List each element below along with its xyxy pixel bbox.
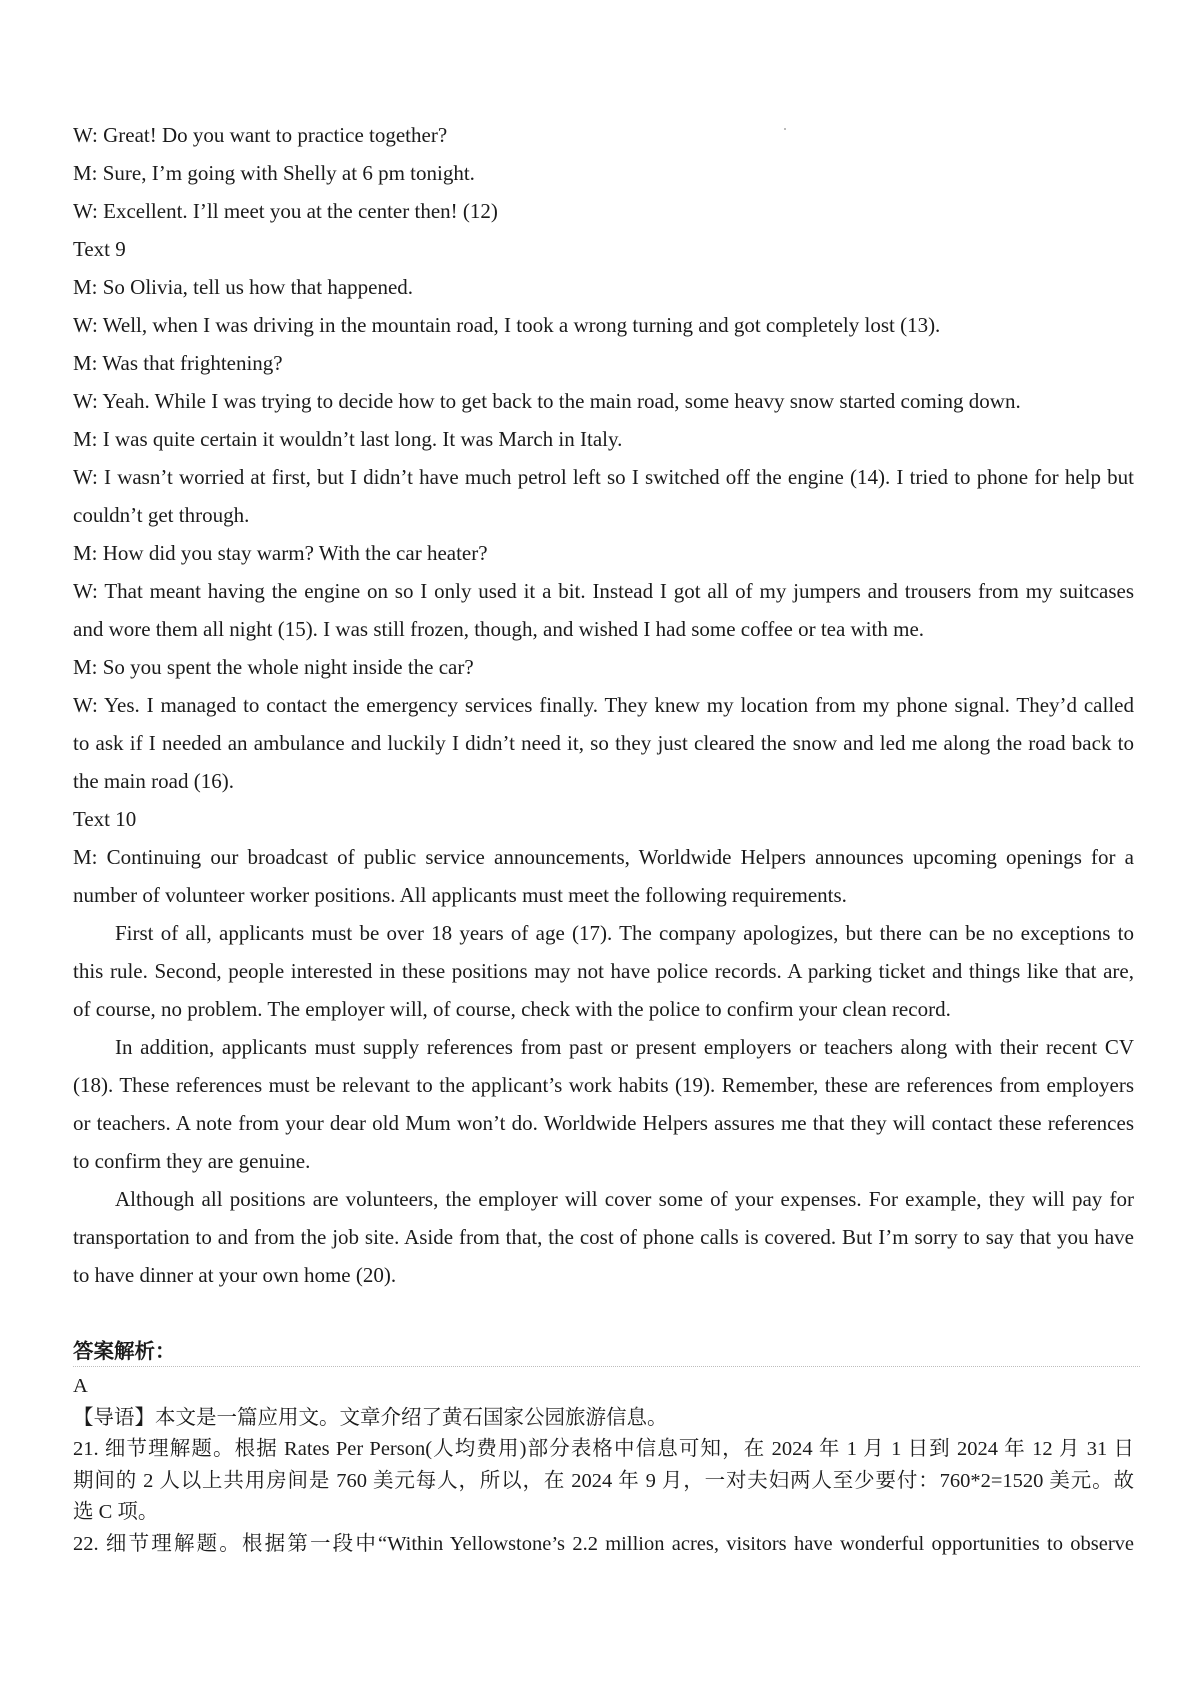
text-8-dialogue-end <box>73 116 1134 230</box>
explanation-line: 21. 细节理解题。根据 Rates Per Person(人均费用)部分表格中信息可知，在 2024 年 1 月 1 日到 2024 年 12 月 31 日 <box>73 1438 1134 1460</box>
paragraph-line: (18). These references must be relevant to the applicant’s work habits (19). Remember, these are references from employers <box>73 1073 1134 1097</box>
paragraph <box>73 914 1134 1028</box>
dialogue-turn <box>73 572 1134 648</box>
dialogue-line: the main road (16). <box>73 769 234 793</box>
dialogue-line: W: I wasn’t worried at first, but I didn’t have much petrol left so I switched off the engine (14). I tried to phone for help but <box>73 465 1134 489</box>
paragraph-line: M: Continuing our broadcast of public service announcements, Worldwide Helpers announces upcoming openings for a <box>73 845 1134 869</box>
dialogue-turn <box>73 382 1134 420</box>
dialogue-line: W: Excellent. I’ll meet you at the center then! (12) <box>73 199 498 223</box>
dialogue-line: M: I was quite certain it wouldn’t last long. It was March in Italy. <box>73 427 623 451</box>
dialogue-turn <box>73 686 1134 800</box>
dialogue-turn <box>73 344 1134 382</box>
text-10-heading: Text 10 <box>73 807 137 831</box>
paragraph-line: transportation to and from the job site. Aside from that, the cost of phone calls is covered. But I’m sorry to say that you have <box>73 1225 1134 1249</box>
dialogue-line: W: Well, when I was driving in the mountain road, I took a wrong turning and got completely lost (13). <box>73 313 941 337</box>
dialogue-line: W: Yes. I managed to contact the emergency services finally. They knew my location from my phone signal. They’d called <box>73 693 1134 717</box>
paragraph-line: this rule. Second, people interested in these positions may not have police records. A parking ticket and things like that are, <box>73 959 1134 983</box>
dialogue-turn <box>73 420 1134 458</box>
dialogue-turn <box>73 306 1134 344</box>
intro-line: 【导语】本文是一篇应用文。文章介绍了黄石国家公园旅游信息。 <box>73 1406 668 1429</box>
dialogue-line: W: Great! Do you want to practice together? <box>73 123 448 147</box>
dialogue-turn <box>73 458 1134 534</box>
text-10-monologue <box>73 838 1134 1294</box>
dialogue-line: M: Was that frightening? <box>73 351 283 375</box>
paragraph-line: Although all positions are volunteers, the employer will cover some of your expenses. For example, they will pay for <box>115 1187 1134 1211</box>
question-22-explanation <box>73 1529 1134 1561</box>
paragraph-line: to have dinner at your own home (20). <box>73 1263 397 1287</box>
section-label: A <box>73 1375 88 1397</box>
answer-analysis-heading: 答案解析： <box>73 1338 1140 1367</box>
paragraph-line: In addition, applicants must supply references from past or present employers or teachers along with their recent CV <box>115 1035 1134 1059</box>
text-9-dialogue <box>73 268 1134 800</box>
paragraph <box>73 1028 1134 1180</box>
dialogue-turn <box>73 648 1134 686</box>
text-9-heading: Text 9 <box>73 237 126 261</box>
paragraph-line: of course, no problem. The employer will, of course, check with the police to confirm your clean record. <box>73 997 951 1021</box>
paragraph-line: number of volunteer worker positions. All applicants must meet the following requirements. <box>73 883 847 907</box>
explanation-line: 22. 细节理解题。根据第一段中“Within Yellowstone’s 2.2 million acres, visitors have wonderful opportunities to observe <box>73 1532 1134 1555</box>
question-21-explanation <box>73 1434 1134 1529</box>
dialogue-line: and wore them all night (15). I was still frozen, though, and wished I had some coffee or tea with me. <box>73 617 925 641</box>
dialogue-line: to ask if I needed an ambulance and luckily I didn’t need it, so they just cleared the snow and led me along the road back to <box>73 731 1134 755</box>
paragraph <box>73 1180 1134 1294</box>
dialogue-turn <box>73 268 1134 306</box>
paragraph-line: First of all, applicants must be over 18 years of age (17). The company apologizes, but there can be no exceptions to <box>115 921 1134 945</box>
dialogue-line: W: That meant having the engine on so I only used it a bit. Instead I got all of my jumpers and trousers from my suitcases <box>73 579 1134 603</box>
paragraph-line: to confirm they are genuine. <box>73 1149 311 1173</box>
dialogue-line: M: How did you stay warm? With the car heater? <box>73 541 488 565</box>
explanation-line: 期间的 2 人以上共用房间是 760 美元每人，所以，在 2024 年 9 月，一对夫妇两人至少要付：760*2=1520 美元。故 <box>73 1469 1134 1492</box>
dialogue-line: W: Yeah. While I was trying to decide how to get back to the main road, some heavy snow started coming down. <box>73 389 1021 413</box>
dialogue-line: couldn’t get through. <box>73 503 250 527</box>
answer-analysis <box>73 1338 1134 1560</box>
dialogue-line: M: So Olivia, tell us how that happened. <box>73 275 414 299</box>
explanation-line: 选 C 项。 <box>73 1501 159 1523</box>
listening-transcript <box>73 116 1134 1294</box>
paragraph-line: or teachers. A note from your dear old Mum won’t do. Worldwide Helpers assures me that they will contact these references <box>73 1111 1134 1135</box>
dialogue-line: M: Sure, I’m going with Shelly at 6 pm tonight. <box>73 161 475 185</box>
dialogue-turn <box>73 534 1134 572</box>
paragraph <box>73 838 1134 914</box>
dialogue-line: M: So you spent the whole night inside the car? <box>73 655 474 679</box>
